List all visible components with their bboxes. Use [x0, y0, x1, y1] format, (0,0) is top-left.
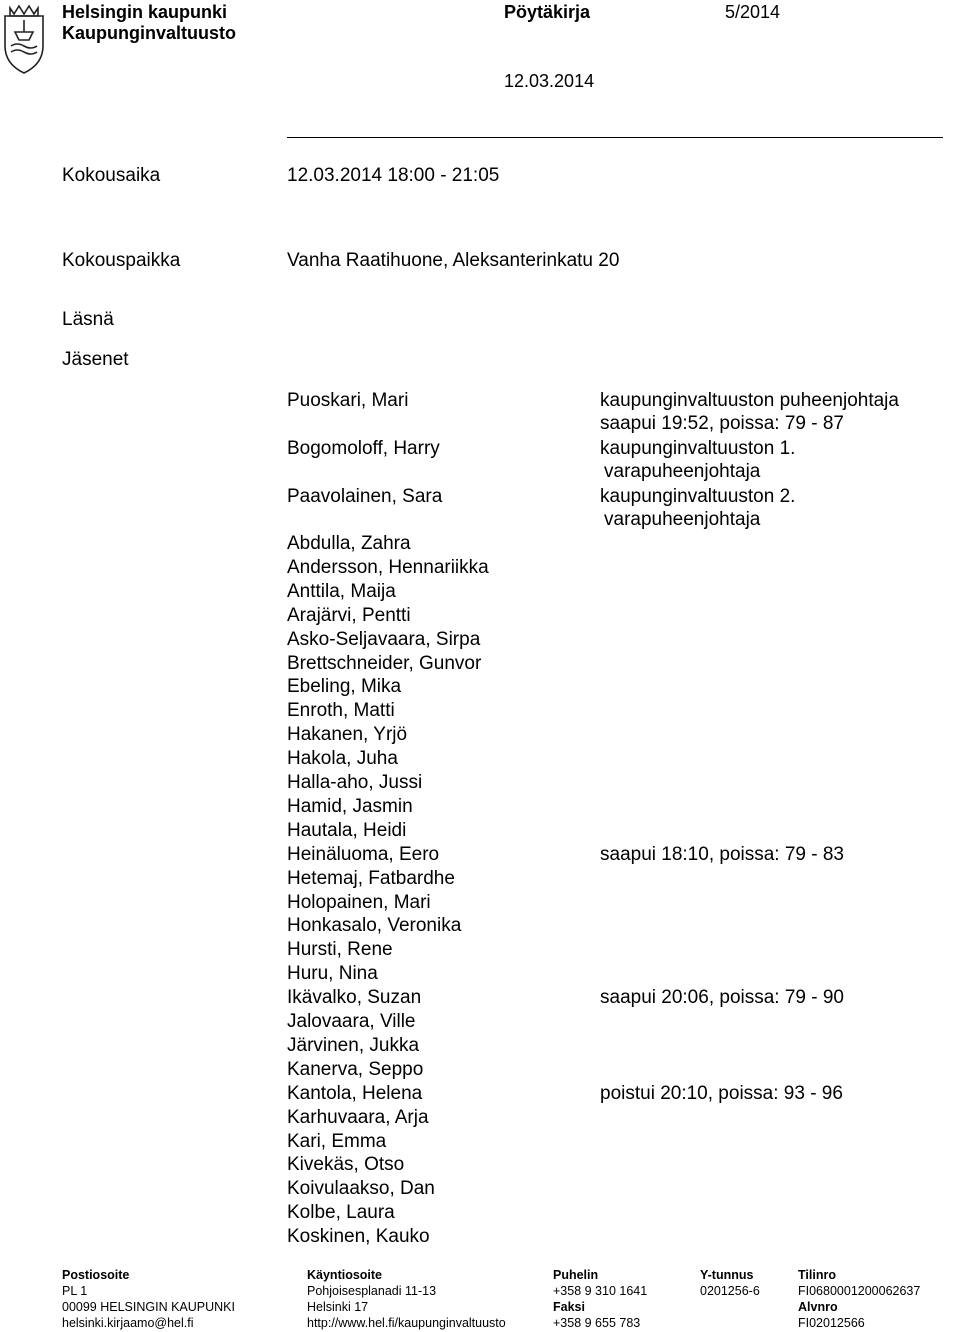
member-name: Hakola, Juha [287, 748, 398, 770]
document-date: 12.03.2014 [504, 71, 595, 91]
member-name: Halla-aho, Jussi [287, 772, 423, 793]
present-label: Läsnä [62, 309, 114, 330]
member-row [287, 771, 927, 795]
member-name: Kivekäs, Otso [287, 1154, 405, 1176]
member-name: Karhuvaara, Arja [287, 1106, 429, 1128]
member-row [287, 819, 927, 843]
member-row [287, 1106, 927, 1130]
footer-postal-line: PL 1 [62, 1284, 88, 1298]
member-row [287, 1201, 927, 1225]
member-row [287, 675, 927, 699]
member-name: Hursti, Rene [287, 939, 393, 961]
member-attendance-note: saapui 18:10, poissa: 79 - 83 [600, 843, 845, 865]
footer-business-id-line: Y-tunnus [700, 1268, 754, 1282]
member-name: Koskinen, Kauko [287, 1226, 430, 1248]
member-row [287, 795, 927, 819]
footer-account-line: FI02012566 [798, 1316, 865, 1330]
meeting-place-value: Vanha Raatihuone, Aleksanterinkatu 20 [287, 250, 620, 271]
member-name: Kanerva, Seppo [287, 1058, 424, 1080]
member-name: Kantola, Helena [287, 1082, 423, 1104]
footer-phone-line: +358 9 310 1641 [553, 1284, 648, 1298]
member-row [287, 556, 927, 580]
member-row [287, 1010, 927, 1034]
chair-role-detail: varapuheenjohtaja [604, 509, 761, 530]
footer-account-line: Tilinro [798, 1268, 836, 1282]
member-row [287, 723, 927, 747]
document-number: 5/2014 [725, 2, 781, 22]
footer-phone-line: Faksi [553, 1300, 585, 1314]
member-row [287, 867, 927, 891]
member-name: Enroth, Matti [287, 700, 395, 722]
member-row [287, 1153, 927, 1177]
footer-account-line: Alvnro [798, 1300, 838, 1314]
meeting-time-value: 12.03.2014 18:00 - 21:05 [287, 165, 500, 186]
member-name: Andersson, Hennariikka [287, 556, 489, 578]
meeting-place-label: Kokouspaikka [62, 250, 181, 271]
footer-business-id-line: 0201256-6 [700, 1284, 760, 1298]
member-attendance-note: poistui 20:10, poissa: 93 - 96 [600, 1082, 843, 1104]
member-name: Järvinen, Jukka [287, 1034, 420, 1056]
member-row [287, 604, 927, 628]
member-name: Jalovaara, Ville [287, 1011, 416, 1032]
member-name: Koivulaakso, Dan [287, 1178, 435, 1200]
chair-name: Puoskari, Mari [287, 390, 409, 411]
member-name: Holopainen, Mari [287, 891, 431, 913]
member-name: Heinäluoma, Eero [287, 843, 440, 865]
member-row [287, 1082, 927, 1106]
footer-postal-line: Postiosoite [62, 1268, 130, 1282]
footer-visiting-line: Helsinki 17 [307, 1300, 369, 1314]
chair-name: Bogomoloff, Harry [287, 438, 440, 459]
helsinki-coat-of-arms-logo [2, 2, 46, 76]
member-row [287, 532, 927, 556]
member-row [287, 938, 927, 962]
member-name: Ikävalko, Suzan [287, 987, 422, 1009]
member-row [287, 1177, 927, 1201]
member-name: Huru, Nina [287, 963, 378, 985]
member-row [287, 891, 927, 915]
member-name: Asko-Seljavaara, Sirpa [287, 628, 481, 650]
chair-role: kaupunginvaltuuston 1. [600, 438, 796, 459]
member-name: Honkasalo, Veronika [287, 915, 462, 937]
member-name: Anttila, Maija [287, 580, 396, 602]
member-name: Hautala, Heidi [287, 819, 407, 841]
member-row [287, 628, 927, 652]
city-name: Helsingin kaupunki [62, 2, 228, 22]
member-row [287, 1058, 927, 1082]
document-type: Pöytäkirja [504, 2, 591, 22]
member-row [287, 962, 927, 986]
member-name: Brettschneider, Gunvor [287, 652, 482, 674]
council-name: Kaupunginvaltuusto [62, 23, 236, 43]
members-label: Jäsenet [62, 349, 129, 370]
member-name: Ebeling, Mika [287, 676, 402, 698]
footer-postal-line: helsinki.kirjaamo@hel.fi [62, 1316, 194, 1330]
chair-role: kaupunginvaltuuston puheenjohtaja [600, 390, 899, 411]
footer-visiting-line: http://www.hel.fi/kaupunginvaltuusto [307, 1316, 506, 1330]
footer-account-line: FI0680001200062637 [798, 1284, 921, 1298]
member-row [287, 747, 927, 771]
member-row [287, 1130, 927, 1154]
member-row [287, 699, 927, 723]
chair-role-detail: saapui 19:52, poissa: 79 - 87 [600, 413, 845, 434]
member-name: Kari, Emma [287, 1130, 387, 1152]
meeting-time-label: Kokousaika [62, 165, 161, 186]
footer-postal-line: 00099 HELSINGIN KAUPUNKI [62, 1300, 235, 1314]
member-name: Kolbe, Laura [287, 1202, 395, 1224]
member-name: Hakanen, Yrjö [287, 724, 408, 746]
header-divider [287, 137, 943, 138]
member-name: Hetemaj, Fatbardhe [287, 867, 455, 889]
member-row [287, 580, 927, 604]
chair-role: kaupunginvaltuuston 2. [600, 486, 796, 507]
member-name: Abdulla, Zahra [287, 533, 411, 554]
member-row [287, 914, 927, 938]
footer-phone-line: Puhelin [553, 1268, 599, 1282]
member-row [287, 843, 927, 867]
member-row [287, 986, 927, 1010]
member-row [287, 652, 927, 676]
chair-role-detail: varapuheenjohtaja [604, 461, 761, 482]
footer-visiting-line: Käyntiosoite [307, 1268, 383, 1282]
footer-visiting-line: Pohjoisesplanadi 11-13 [307, 1284, 437, 1298]
footer-phone-line: +358 9 655 783 [553, 1316, 641, 1330]
member-name: Hamid, Jasmin [287, 795, 413, 817]
member-row [287, 1034, 927, 1058]
member-row [287, 1225, 927, 1249]
chair-name: Paavolainen, Sara [287, 486, 443, 507]
member-name: Arajärvi, Pentti [287, 604, 411, 626]
member-attendance-note: saapui 20:06, poissa: 79 - 90 [600, 987, 845, 1009]
